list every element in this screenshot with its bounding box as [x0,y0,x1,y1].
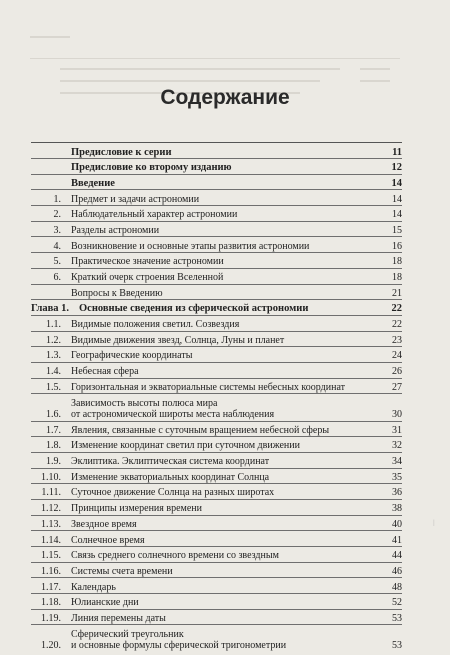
toc-entry [31,350,402,363]
toc-entry-number: 6. [53,272,61,283]
toc-entry-number: 4. [53,240,61,252]
toc-entry-number: 1.8. [46,440,61,452]
toc-entry-title: Возникновение и основные этапы развития астрономии [71,240,310,252]
toc-entry-title: Основные сведения из сферической астрономии [79,303,309,315]
toc-entry-page: 35 [392,471,402,483]
toc-entry-number: 1.12. [41,503,61,515]
toc-entry-page: 38 [392,503,402,515]
toc-entry-page: 14 [392,209,402,221]
margin-mark: ǀ [433,518,435,528]
toc-entry-title: Вопросы к Введению [71,287,163,299]
toc-entry-title: Линия перемены даты [71,612,166,624]
toc-entry [31,209,402,222]
toc-entry [31,566,402,579]
toc-entry-page: 32 [392,440,402,452]
toc-entry-page: 24 [392,350,402,362]
toc-entry [31,178,402,191]
toc-entry [31,288,402,301]
toc-entry-number: Глава 1. [31,303,70,315]
toc-entry-number: 1.18. [41,597,61,609]
toc-entry-title: Принципы измерения времени [71,503,202,515]
toc-entry-number: 1.13. [41,518,61,530]
toc-entry-number: 2. [53,209,61,221]
toc-entry-page: 22 [392,319,402,331]
toc-entry-page: 36 [392,487,402,499]
toc-entry-number: 1.6. [46,409,61,420]
toc-entry-title: Наблюдательный характер астрономии [71,209,238,221]
toc-entry-title: Явления, связанные с суточным вращением небесной сферы [71,424,330,436]
toc-entry-title: Введение [71,177,115,189]
toc-entry-page: 22 [391,303,402,315]
toc-entry-title: Географические координаты [71,350,193,362]
toc-entry [31,382,402,395]
toc-entry-number: 1.14. [41,534,61,546]
toc-entry [31,550,402,563]
toc-entry-page: 41 [392,534,402,546]
toc-entry [31,366,402,379]
toc-entry-page: 48 [392,581,402,593]
toc-entry-title: Небесная сфера [71,366,139,378]
toc-entry-title: Сферический треугольник и основные формулы сферической тригонометрии [71,628,287,652]
toc-entry [31,398,402,422]
toc-entry [31,303,402,316]
toc-entry-title: Предисловие ко второму изданию [71,162,232,174]
toc-entry-number: 1.19. [41,612,61,624]
toc-entry-page: 40 [392,518,402,530]
toc-entry-title: Зависимость высоты полюса мира от астрономической широты места наблюдения [71,397,275,420]
toc-entry-title: Изменение экваториальных координат Солнца [71,471,270,483]
toc-entry-page: 34 [392,456,402,468]
toc-entry-page: 23 [392,334,402,346]
toc-entry-page: 27 [392,381,402,393]
toc-entry-number: 1.4. [46,366,61,378]
toc-entry-page: 46 [392,565,402,577]
toc-entry-page: 21 [392,287,402,299]
toc-entry [31,597,402,610]
toc-entry-number: 1.11. [41,487,61,499]
toc-entry [31,142,402,159]
toc-entry-number: 1.2. [46,334,61,346]
toc-entry-title: Звездное время [71,518,137,530]
toc-entry-number: 1.10. [41,471,61,483]
toc-entry-number: 1. [53,193,61,205]
toc-entry-page: 30 [392,409,402,420]
toc-entry [31,162,402,175]
toc-entry [31,535,402,548]
toc-entry [31,272,402,285]
toc-entry [31,582,402,595]
toc-entry [31,256,402,269]
toc-entry-title: Разделы астрономии [71,224,160,236]
toc-entry-title: Солнечное время [71,534,145,546]
toc-entry-page: 18 [392,272,402,283]
toc-entry-number: 1.16. [41,565,61,577]
toc-entry-title: Изменение координат светил при суточном движении [71,440,300,452]
toc-entry-page: 12 [391,162,402,174]
toc-entry-number: 1.3. [46,350,61,362]
toc-entry-page: 52 [392,597,402,609]
toc-entry-page: 14 [391,177,402,189]
toc-entry-title: Юлианские дни [71,597,139,609]
toc-entry-page: 31 [392,424,402,436]
toc-entry-number: 1.20. [41,640,61,652]
toc-entry [31,503,402,516]
toc-entry [31,225,402,238]
toc-entry [31,472,402,485]
toc-entry-number: 5. [53,256,61,268]
toc-entry-page: 15 [392,224,402,236]
toc-entry-title: Горизонтальная и экваториальные системы небесных координат [71,381,345,393]
toc-entry [31,241,402,254]
toc-entry-number: 3. [53,224,61,236]
toc-entry [31,519,402,532]
toc-entry [31,629,402,652]
page-title: Содержание [160,86,290,109]
toc-entry-page: 14 [392,193,402,205]
toc-entry-page: 53 [392,612,402,624]
toc-entry-title: Календарь [71,581,116,593]
toc-entry-number: 1.7. [46,424,61,436]
toc-entry-title: Системы счета времени [71,565,173,577]
toc-entry [31,335,402,348]
toc-entry-number: 1.1. [46,319,61,331]
toc-entry-page: 53 [392,640,402,652]
toc-entry-number: 1.5. [46,381,61,393]
toc-entry-title: Краткий очерк строения Вселенной [71,272,224,283]
toc-entry-title: Суточное движение Солнца на разных широтах [71,487,275,499]
toc-entry-page: 16 [392,240,402,252]
toc-entry-page: 44 [392,550,402,562]
toc-entry [31,194,402,207]
toc-entry-title: Предмет и задачи астрономии [71,193,200,205]
toc-entry [31,319,402,332]
toc-entry-title: Эклиптика. Эклиптическая система координат [71,456,270,468]
toc-entry [31,613,402,626]
table-of-contents [31,142,402,655]
toc-entry-title: Практическое значение астрономии [71,256,224,268]
toc-entry-number: 1.15. [41,550,61,562]
toc-entry-page: 18 [392,256,402,268]
toc-entry [31,425,402,438]
toc-entry [31,456,402,469]
toc-entry [31,487,402,500]
toc-entry-number: 1.17. [41,581,61,593]
toc-entry-page: 26 [392,366,402,378]
toc-entry-title: Видимые положения светил. Созвездия [71,319,240,331]
toc-entry [31,440,402,453]
toc-entry-page: 11 [392,146,402,158]
toc-entry-title: Видимые движения звезд, Солнца, Луны и планет [71,334,285,346]
toc-entry-title: Связь среднего солнечного времени со звездным [71,550,279,562]
toc-entry-title: Предисловие к серии [71,146,172,158]
toc-entry-number: 1.9. [46,456,61,468]
